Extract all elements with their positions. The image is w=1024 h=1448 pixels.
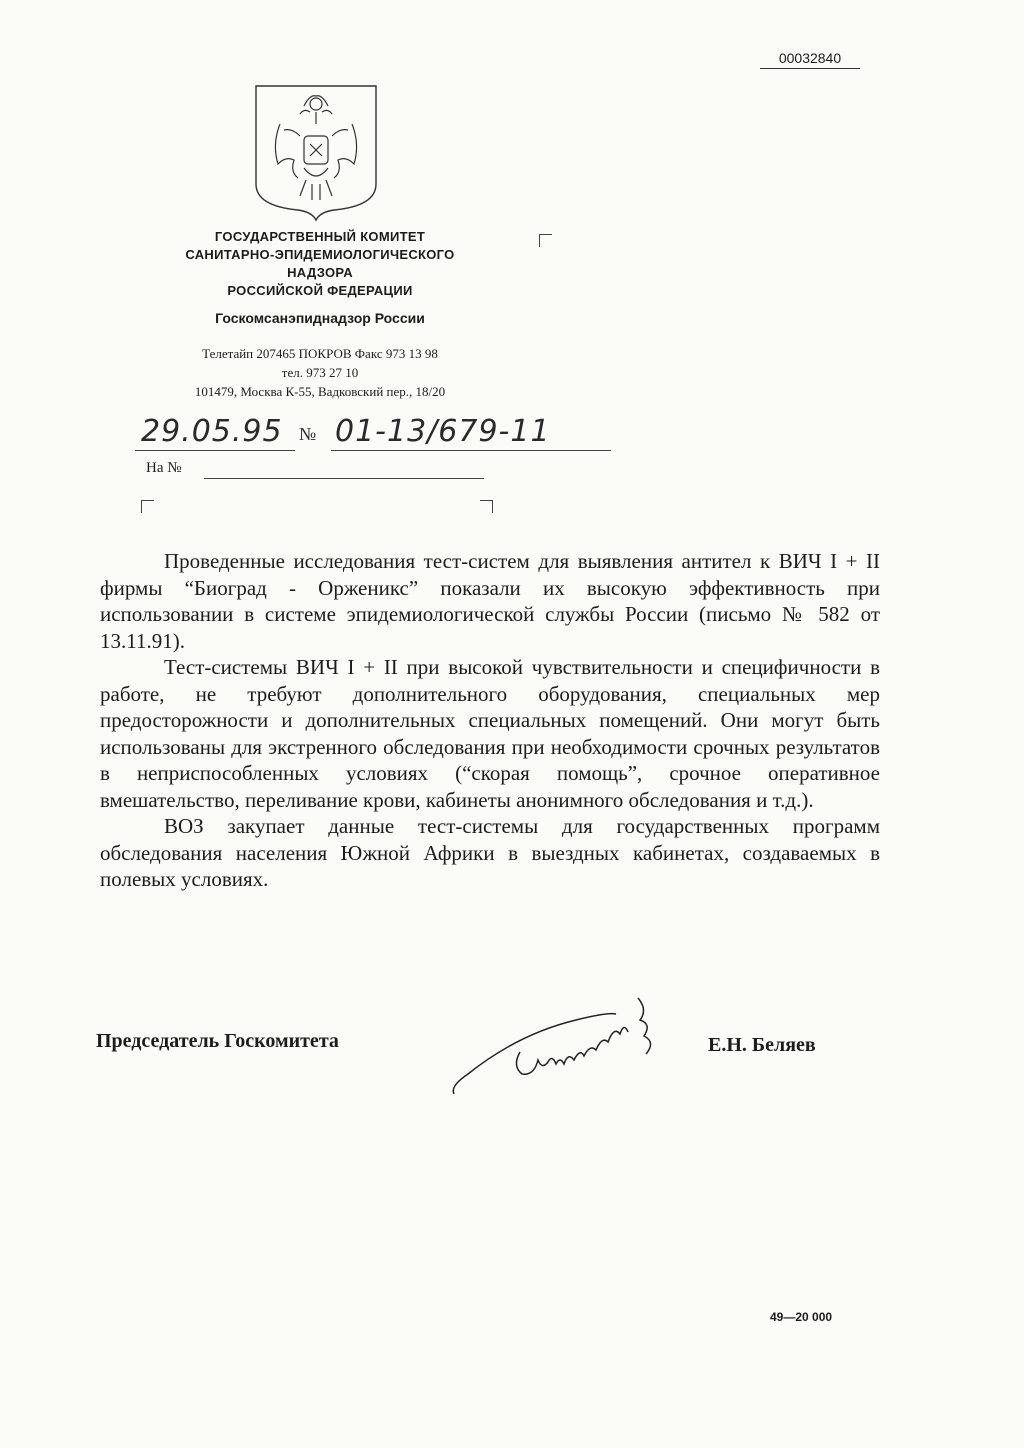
reference-label: На № — [146, 460, 182, 476]
reference-underline — [204, 478, 484, 479]
body-paragraph: ВОЗ закупает данные тест-системы для государственных программ обследования населения Южной Африки в выездных кабинетах, создаваемых в полевых условиях. — [100, 814, 880, 891]
signatory-title: Председатель Госкомитета — [96, 1030, 339, 1052]
contact-address: 101479, Москва К-55, Вадковский пер., 18/20 — [194, 384, 446, 399]
handwritten-date: 29.05.95 — [141, 414, 283, 449]
handwritten-reg-number: 01-13/679-11 — [335, 414, 551, 449]
contact-block — [120, 344, 520, 401]
body-paragraph: Тест-системы ВИЧ I + II при высокой чувствительности и специфичности в работе, не требуют дополнительного оборудования, специальных мер предосторожности и дополнительных специальных помещений. Они могут быть использованы для экстренного обследования при необходимости срочных результатов в неприспособленных условиях (“скорая помощь”, срочное оперативное вмешательство, переливание крови, кабинеты анонимного обследования и т.д.). — [100, 655, 880, 812]
organization-name — [140, 228, 500, 300]
body-paragraph: Проведенные исследования тест-систем для выявления антител к ВИЧ I + II фирмы “Биоград - Орженикс” показали их высокую эффективность при использовании в системе эпидемиологической службы России (письмо № 582 от 13.11.91). — [100, 549, 880, 653]
handwritten-signature — [448, 990, 668, 1102]
number-underline — [331, 450, 611, 451]
signatory-name: Е.Н. Беляев — [708, 1034, 816, 1056]
print-run-code: 49—20 000 — [770, 1310, 833, 1324]
number-label: № — [299, 424, 317, 444]
subject-corner-mark-left — [141, 500, 154, 513]
org-line: ГОСУДАРСТВЕННЫЙ КОМИТЕТ — [214, 229, 426, 244]
org-line: НАДЗОРА — [287, 265, 353, 280]
document-number: 00032840 — [760, 50, 860, 69]
org-line: САНИТАРНО-ЭПИДЕМИОЛОГИЧЕСКОГО — [185, 247, 455, 262]
letter-body — [100, 548, 880, 893]
coat-of-arms-icon — [254, 84, 378, 222]
contact-phone: тел. 973 27 10 — [281, 365, 359, 380]
registration-line — [135, 408, 595, 460]
address-corner-mark — [539, 234, 552, 247]
org-line: РОССИЙСКОЙ ФЕДЕРАЦИИ — [227, 283, 413, 298]
subject-corner-mark-right — [480, 500, 493, 513]
organization-short-name: Госкомсанэпиднадзор России — [215, 310, 425, 326]
date-underline — [135, 450, 295, 451]
contact-teletype-fax: Телетайп 207465 ПОКРОВ Факс 973 13 98 — [202, 346, 438, 361]
